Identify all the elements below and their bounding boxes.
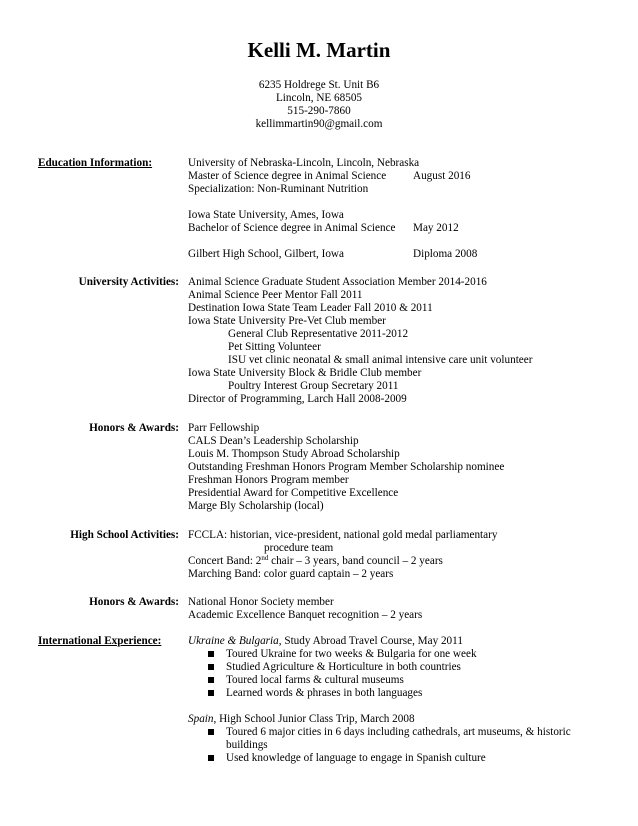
fccla-line: FCCLA: historian, vice-president, national gold medal parliamentary xyxy=(188,529,498,541)
honors-awards-label: Honors & Awards: xyxy=(89,422,179,434)
list-item: Iowa State University Pre-Vet Club member xyxy=(188,315,386,327)
international-label: International Experience: xyxy=(38,635,162,647)
list-item: Director of Programming, Larch Hall 2008-2009 xyxy=(188,393,407,405)
list-item: Presidential Award for Competitive Excellence xyxy=(188,487,399,499)
list-item: Learned words & phrases in both languages xyxy=(188,687,608,700)
list-item: Louis M. Thompson Study Abroad Scholarship xyxy=(188,448,400,460)
list-item: Animal Science Peer Mentor Fall 2011 xyxy=(188,289,363,301)
contact-block xyxy=(0,79,638,131)
education-label: Education Information: xyxy=(38,157,153,169)
unl-school: University of Nebraska-Lincoln, Lincoln, Nebraska xyxy=(188,157,420,169)
hs-honors-label: Honors & Awards: xyxy=(89,596,179,608)
marching-band-line: Marching Band: color guard captain – 2 years xyxy=(188,568,394,580)
trip2-place: Spain xyxy=(188,713,214,725)
unl-degree-line xyxy=(188,170,608,183)
list-item: Toured 6 major cities in 6 days including cathedrals, art museums, & historic buildings xyxy=(188,726,608,752)
contact-address: 6235 Holdrege St. Unit B6 xyxy=(258,79,380,91)
isu-degree-line xyxy=(188,222,608,235)
isu-degree: Bachelor of Science degree in Animal Science xyxy=(188,222,396,234)
bullet-icon xyxy=(208,651,214,657)
list-item: Studied Agriculture & Horticulture in both countries xyxy=(188,661,608,674)
high-school-activities-label: High School Activities: xyxy=(70,529,179,541)
isu-date: May 2012 xyxy=(413,222,459,234)
hs-honors-list xyxy=(188,596,608,622)
honors-awards-list xyxy=(188,422,608,513)
list-item: National Honor Society member xyxy=(188,596,334,608)
ghs-line xyxy=(188,248,608,261)
bullet-icon xyxy=(208,677,214,683)
band-pre: Concert Band: 2 xyxy=(188,555,262,567)
list-item: Toured Ukraine for two weeks & Bulgaria for one week xyxy=(188,648,608,661)
list-item: Pet Sitting Volunteer xyxy=(228,341,321,353)
university-activities-label: University Activities: xyxy=(78,276,179,288)
list-item: CALS Dean’s Leadership Scholarship xyxy=(188,435,359,447)
bullet-icon xyxy=(208,690,214,696)
bullet-icon xyxy=(208,729,214,735)
band-post: chair – 3 years, band council – 2 years xyxy=(268,555,443,567)
trip1-place: Ukraine & Bulgaria xyxy=(188,635,279,647)
education-content xyxy=(188,157,608,261)
contact-email: kellimmartin90@gmail.com xyxy=(255,118,383,130)
list-item: Marge Bly Scholarship (local) xyxy=(188,500,324,512)
list-item: Animal Science Graduate Student Association Member 2014-2016 xyxy=(188,276,487,288)
band-sup: nd xyxy=(261,554,269,562)
list-item: Used knowledge of language to engage in Spanish culture xyxy=(188,752,608,765)
ghs-date: Diploma 2008 xyxy=(413,248,478,260)
bullet-icon xyxy=(208,755,214,761)
list-item: Academic Excellence Banquet recognition – 2 years xyxy=(188,609,423,621)
resume-name: Kelli M. Martin xyxy=(247,38,391,62)
contact-phone: 515-290-7860 xyxy=(287,105,351,117)
trip2-desc: , High School Junior Class Trip, March 2008 xyxy=(213,713,415,725)
trip1-desc: , Study Abroad Travel Course, May 2011 xyxy=(278,635,463,647)
trip2-heading xyxy=(188,713,608,726)
university-activities-list xyxy=(188,276,608,406)
isu-school: Iowa State University, Ames, Iowa xyxy=(188,209,344,221)
trip1-heading xyxy=(188,635,608,648)
list-item: ISU vet clinic neonatal & small animal intensive care unit volunteer xyxy=(228,354,533,366)
list-item: General Club Representative 2011-2012 xyxy=(228,328,409,340)
ghs-school: Gilbert High School, Gilbert, Iowa xyxy=(188,248,344,260)
list-item: Iowa State University Block & Bridle Club member xyxy=(188,367,422,379)
list-item: Destination Iowa State Team Leader Fall 2010 & 2011 xyxy=(188,302,433,314)
list-item: Freshman Honors Program member xyxy=(188,474,349,486)
high-school-activities-list xyxy=(188,529,608,581)
unl-specialization: Specialization: Non-Ruminant Nutrition xyxy=(188,183,369,195)
contact-city: Lincoln, NE 68505 xyxy=(275,92,363,104)
list-item: Outstanding Freshman Honors Program Member Scholarship nominee xyxy=(188,461,505,473)
international-content xyxy=(188,635,608,765)
list-item: Poultry Interest Group Secretary 2011 xyxy=(228,380,399,392)
list-item: Parr Fellowship xyxy=(188,422,260,434)
concert-band-line xyxy=(188,555,608,568)
unl-degree: Master of Science degree in Animal Science xyxy=(188,170,387,182)
list-item: Toured local farms & cultural museums xyxy=(188,674,608,687)
fccla-line-cont: procedure team xyxy=(264,542,334,554)
unl-date: August 2016 xyxy=(413,170,471,182)
bullet-icon xyxy=(208,664,214,670)
